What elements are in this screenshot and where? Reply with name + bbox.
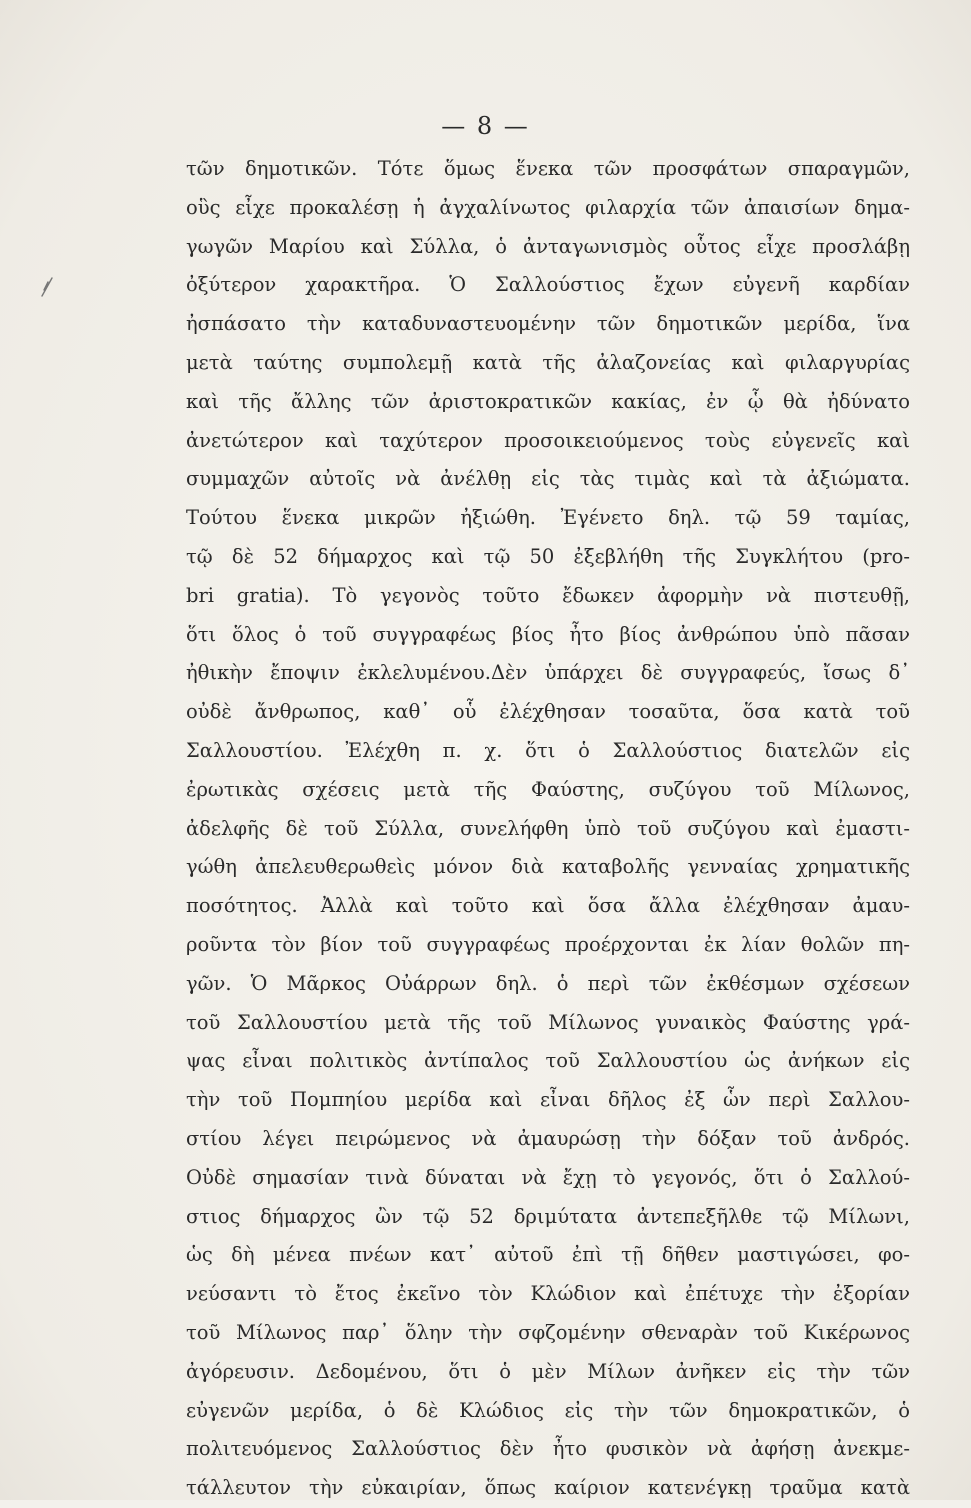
text-line: γωγῶν Μαρίου καὶ Σύλλα, ὁ ἀνταγωνισμὸς οὗτος εἶχε προσλάβῃ bbox=[186, 234, 910, 258]
text-line: οὐδὲ ἄνθρωπος, καθ᾽ οὗ ἐλέχθησαν τοσαῦτα, ὅσα κατὰ τοῦ bbox=[186, 700, 910, 724]
text-line: ροῦντα τὸν βίον τοῦ συγγραφέως προέρχονται ἐκ λίαν θολῶν πη- bbox=[186, 932, 910, 956]
text-line: ἠθικὴν ἔποψιν ἐκλελυμένου.Δὲν ὑπάρχει δὲ συγγραφεύς, ἴσως δ᾽ bbox=[186, 661, 910, 685]
text-line: τοῦ Σαλλουστίου μετὰ τῆς τοῦ Μίλωνος γυναικὸς Φαύστης γρά- bbox=[186, 1010, 910, 1034]
text-line: καὶ τῆς ἄλλης τῶν ἀριστοκρατικῶν κακίας, ἐν ᾧ θὰ ἠδύνατο bbox=[186, 389, 910, 413]
text-line: ποσότητος. Ἀλλὰ καὶ τοῦτο καὶ ὅσα ἄλλα ἐλέχθησαν ἀμαυ- bbox=[186, 894, 910, 918]
text-line: στιος δήμαρχος ὢν τῷ 52 δριμύτατα ἀντεπεξῆλθε τῷ Μίλωνι, bbox=[186, 1204, 910, 1228]
text-line: Τούτου ἕνεκα μικρῶν ἠξιώθη. Ἐγένετο δηλ. τῷ 59 ταμίας, bbox=[186, 506, 910, 530]
text-line: τῷ δὲ 52 δήμαρχος καὶ τῷ 50 ἐξεβλήθη τῆς Συγκλήτου (pro- bbox=[186, 544, 910, 568]
text-line: στίου λέγει πειρώμενος νὰ ἀμαυρώσῃ τὴν δόξαν τοῦ ἀνδρός. bbox=[186, 1126, 910, 1150]
text-line: ἀδελφῆς δὲ τοῦ Σύλλα, συνελήφθη ὑπὸ τοῦ συζύγου καὶ ἐμαστι- bbox=[186, 816, 910, 840]
text-line: συμμαχῶν αὐτοῖς νὰ ἀνέλθῃ εἰς τὰς τιμὰς καὶ τὰ ἀξιώματα. bbox=[186, 467, 910, 491]
text-line: ἀγόρευσιν. Δεδομένου, ὅτι ὁ μὲν Μίλων ἀνῆκεν εἰς τὴν τῶν bbox=[186, 1359, 910, 1383]
text-line: οὓς εἶχε προκαλέσῃ ἡ ἀγχαλίνωτος φιλαρχία τῶν ἀπαισίων δημα- bbox=[186, 195, 910, 219]
text-line: γώθη ἀπελευθερωθεὶς μόνον διὰ καταβολῆς γενναίας χρηματικῆς bbox=[186, 855, 910, 879]
text-line: ὅτι ὅλος ὁ τοῦ συγγραφέως βίος ἦτο βίος ἀνθρώπου ὑπὸ πᾶσαν bbox=[186, 622, 910, 646]
text-line: τοῦ Μίλωνος παρ᾽ ὅλην τὴν σφζομένην σθεναρὰν τοῦ Κικέρωνος bbox=[186, 1320, 910, 1344]
text-line: ἀνετώτερον καὶ ταχύτερον προσοικειούμενος τοὺς εὐγενεῖς καὶ bbox=[186, 428, 910, 452]
text-line: bri gratia). Τὸ γεγονὸς τοῦτο ἔδωκεν ἀφορμὴν νὰ πιστευθῇ, bbox=[186, 583, 910, 607]
body-text bbox=[186, 150, 910, 1508]
text-line: νεύσαντι τὸ ἔτος ἐκεῖνο τὸν Κλώδιον καὶ ἐπέτυχε τὴν ἐξορίαν bbox=[186, 1282, 910, 1306]
text-line: εὐγενῶν μερίδα, ὁ δὲ Κλώδιος εἰς τὴν τῶν δημοκρατικῶν, ὁ bbox=[186, 1398, 910, 1422]
text-line: γῶν. Ὁ Μᾶρκος Οὐάρρων δηλ. ὁ περὶ τῶν ἐκθέσμων σχέσεων bbox=[186, 971, 910, 995]
text-line: πολιτευόμενος Σαλλούστιος δὲν ἦτο φυσικὸν νὰ ἀφήσῃ ἀνεκμε- bbox=[186, 1437, 910, 1461]
text-line: τάλλευτον τὴν εὐκαιρίαν, ὅπως καίριον κατενέγκῃ τραῦμα κατὰ bbox=[186, 1476, 910, 1500]
text-line: ψας εἶναι πολιτικὸς ἀντίπαλος τοῦ Σαλλουστίου ὡς ἀνήκων εἰς bbox=[186, 1049, 910, 1073]
text-line: Οὐδὲ σημασίαν τινὰ δύναται νὰ ἔχῃ τὸ γεγονός, ὅτι ὁ Σαλλού- bbox=[186, 1165, 910, 1189]
text-line: ὡς δὴ μένεα πνέων κατ᾽ αὐτοῦ ἐπὶ τῇ δῆθεν μαστιγώσει, φο- bbox=[186, 1243, 910, 1267]
page-number: — 8 — bbox=[441, 112, 530, 140]
text-line: τῶν δημοτικῶν. Τότε ὅμως ἕνεκα τῶν προσφάτων σπαραγμῶν, bbox=[186, 157, 910, 180]
pencil-mark-icon bbox=[38, 276, 56, 300]
text-line: ὀξύτερον χαρακτῆρα. Ὁ Σαλλούστιος ἔχων εὐγενῆ καρδίαν bbox=[186, 273, 910, 297]
text-line: ἠσπάσατο τὴν καταδυναστευομένην τῶν δημοτικῶν μερίδα, ἵνα bbox=[186, 312, 910, 336]
text-line: Σαλλουστίου. Ἐλέχθη π. χ. ὅτι ὁ Σαλλούστιος διατελῶν εἰς bbox=[186, 738, 910, 762]
text-line: μετὰ ταύτης συμπολεμῇ κατὰ τῆς ἀλαζονείας καὶ φιλαργυρίας bbox=[186, 350, 910, 374]
text-line: τὴν τοῦ Πομπηίου μερίδα καὶ εἶναι δῆλος ἐξ ὧν περὶ Σαλλου- bbox=[186, 1088, 910, 1112]
text-line: ἐρωτικὰς σχέσεις μετὰ τῆς Φαύστης, συζύγου τοῦ Μίλωνος, bbox=[186, 777, 910, 801]
